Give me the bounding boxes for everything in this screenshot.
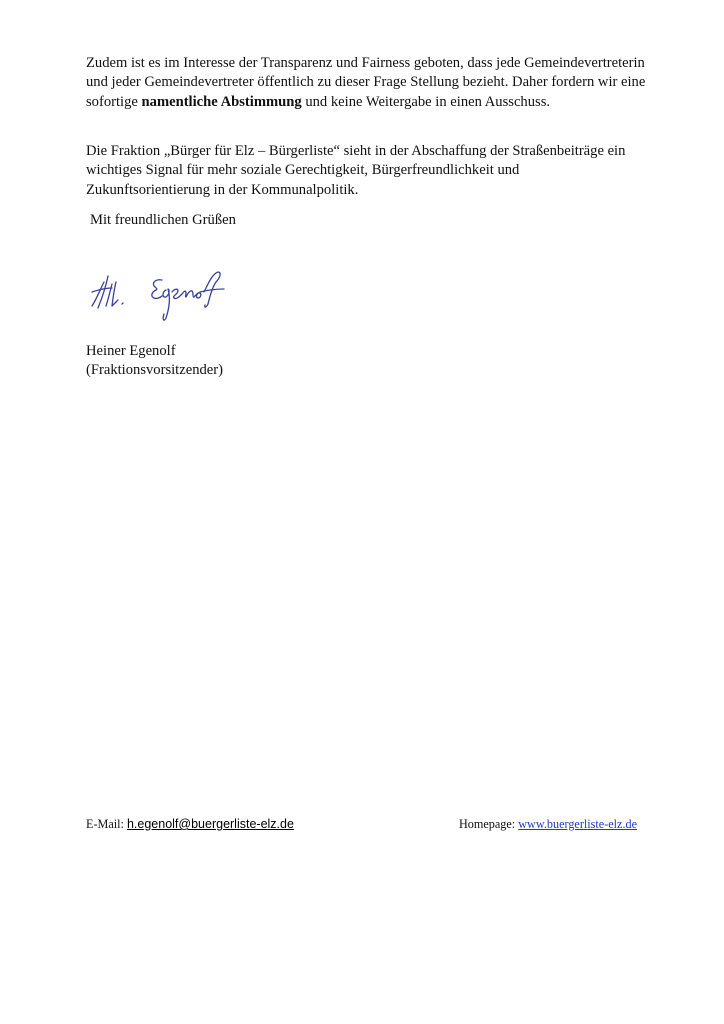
homepage-link[interactable]: www.buergerliste-elz.de xyxy=(518,817,638,831)
email-link[interactable]: h.egenolf@buergerliste-elz.de xyxy=(126,817,294,831)
paragraph-transparency-text: Zudem ist es im Interesse der Transparenz und Fairness geboten, dass jede Gemeindevertreterin und jeder Gemeindevertreter öffentlich zu dieser Frage Stellung bezieht. Daher fordern wir eine sofortige xyxy=(86,55,646,110)
paragraph-faction-statement: Die Fraktion „Bürger für Elz – Bürgerliste“ sieht in der Abschaffung der Straßenbeiträge ein wichtiges Signal für mehr soziale Gerechtigkeit, Bürgerfreundlichkeit und Zukunftsorientierung in der Kommunalpolitik. xyxy=(86,143,626,198)
footer-homepage xyxy=(459,816,637,832)
homepage-label: Homepage: xyxy=(459,817,519,831)
signer-role: (Fraktionsvorsitzender) xyxy=(86,362,223,379)
paragraph-transparency-tail: und keine Weitergabe in einen Ausschuss. xyxy=(301,93,551,110)
closing-greeting: Mit freundlichen Grüßen xyxy=(90,212,236,228)
paragraph-transparency xyxy=(86,54,646,112)
email-label: E-Mail: xyxy=(86,817,127,831)
signer-name: Heiner Egenolf xyxy=(86,343,176,359)
footer-email xyxy=(86,816,294,832)
emphasis-roll-call-vote: namentliche Abstimmung xyxy=(141,93,302,110)
signer-block xyxy=(86,342,223,381)
handwritten-signature xyxy=(82,262,242,326)
